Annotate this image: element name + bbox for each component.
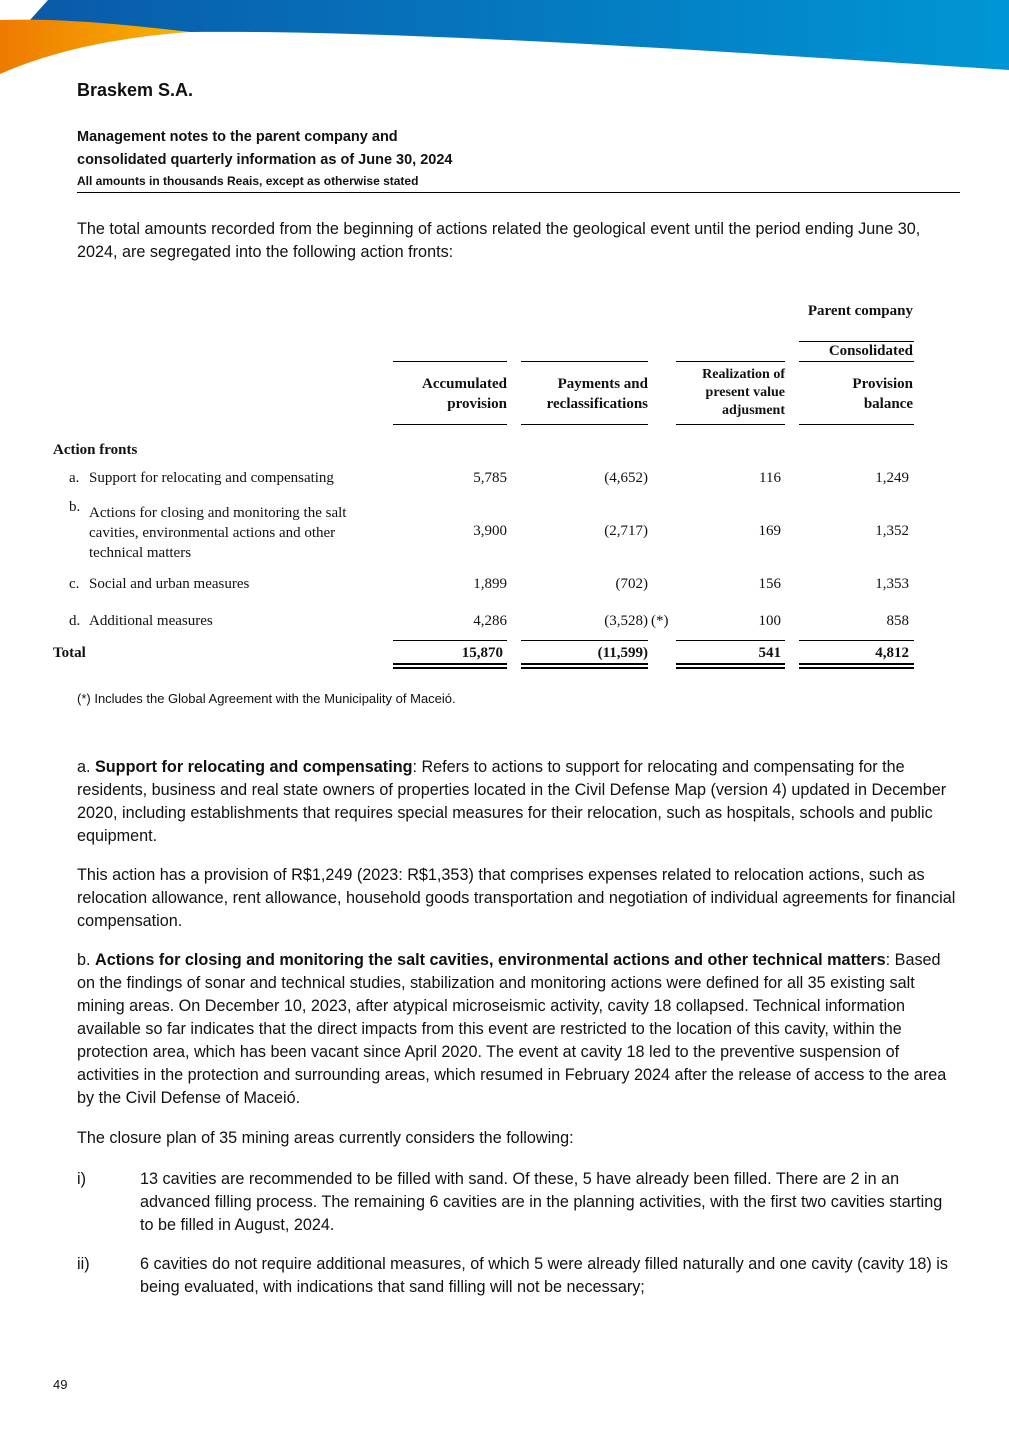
company-name: Braskem S.A.	[77, 80, 194, 100]
cell: (3,528)	[604, 613, 648, 629]
cell: 100	[758, 613, 781, 629]
cell: (702)	[615, 576, 648, 592]
column-header-payments: Payments and reclassifications	[546, 376, 648, 412]
row-label: Social and urban measures	[89, 576, 250, 592]
footnote-marker: (*)	[651, 613, 669, 629]
cell: 156	[758, 576, 781, 592]
cell: 541	[758, 645, 781, 661]
cell: 4,286	[473, 613, 507, 629]
row-letter: d.	[69, 613, 81, 629]
row-label: Additional measures	[89, 613, 213, 629]
cell: 1,353	[875, 576, 909, 592]
column-header-provision-balance: Provision balance	[852, 376, 913, 412]
cell: 1,352	[875, 523, 909, 539]
cell: (11,599)	[597, 645, 648, 661]
cell: 116	[759, 470, 781, 486]
row-label: Actions for closing and monitoring the salt cavities, environmental actions and other technical matters	[89, 505, 347, 561]
cell: (4,652)	[604, 470, 648, 486]
cell: 3,900	[473, 523, 507, 539]
paragraph-a: a. Support for relocating and compensating: Refers to actions to support for relocating and compensating for the residents, business and real state owners of properties located in the Civil Defense Map (version 4) updated in December 2020, including establishments that requires special measures for their relocation, such as hospitals, schools and public equipment.	[77, 758, 947, 845]
paragraph-b: b. Actions for closing and monitoring the salt cavities, environmental actions and other technical matters: Based on the findings of sonar and technical studies, stabilization and monitoring actions were defined for all 35 existing salt mining areas. On December 10, 2023, after atypical microseismic activity, cavity 18 collapsed. Technical information available so far indicates that the direct impacts from this event are restricted to the location of this cavity, within the protection area, which has been vacant since April 2020. The event at cavity 18 led to the preventive suspension of activities in the protection and surrounding areas, which resumed in February 2024 after the release of access to the area by the Civil Defense of Maceió.	[77, 951, 947, 1107]
section-label: Action fronts	[53, 442, 138, 458]
header-title-line1: Management notes to the parent company and	[77, 129, 398, 145]
table-footnote: (*) Includes the Global Agreement with the Municipality of Maceió.	[77, 691, 456, 706]
total-label: Total	[53, 645, 86, 661]
cell: 4,812	[875, 645, 909, 661]
header-title-line2: consolidated quarterly information as of June 30, 2024	[77, 152, 453, 168]
cell: 15,870	[461, 645, 503, 661]
row-letter: c.	[69, 576, 80, 592]
group-header-parent: Parent company	[807, 303, 913, 319]
group-header-consolidated: Consolidated	[828, 343, 913, 359]
header-subtitle: All amounts in thousands Reais, except as otherwise stated	[77, 174, 419, 188]
page-number: 49	[53, 1377, 68, 1392]
column-header-accumulated: Accumulated provision	[422, 376, 507, 412]
cell: (2,717)	[604, 523, 648, 539]
cell: 169	[758, 523, 781, 539]
row-letter: a.	[69, 470, 80, 486]
cell: 5,785	[473, 470, 507, 486]
closure-intro: The closure plan of 35 mining areas currently considers the following:	[77, 1129, 574, 1147]
cell: 858	[886, 613, 909, 629]
cell: 1,899	[473, 576, 507, 592]
item-marker: i)	[77, 1170, 86, 1188]
paragraph-provision: This action has a provision of R$1,249 (2023: R$1,353) that comprises expenses related to relocation actions, such as relocation allowance, rent allowance, household goods transportation and negotiation of individual agreements for financial compensation.	[77, 866, 956, 930]
paragraph-b-title: Actions for closing and monitoring the salt cavities, environmental actions and other technical matters	[95, 951, 886, 969]
item-marker: ii)	[77, 1255, 90, 1273]
cell: 1,249	[875, 470, 909, 486]
intro-paragraph: The total amounts recorded from the beginning of actions related the geological event until the period ending June 30, 2024, are segregated into the following action fronts:	[77, 220, 921, 261]
header-rule	[77, 192, 960, 193]
list-item: 6 cavities do not require additional measures, of which 5 were already filled naturally and one cavity (cavity 18) is being evaluated, with indications that sand filling will not be necessary;	[140, 1255, 948, 1296]
paragraph-a-title: Support for relocating and compensating	[95, 758, 413, 776]
list-item: 13 cavities are recommended to be filled with sand. Of these, 5 have already been filled. There are 2 in an advanced filling process. The remaining 6 cavities are in the planning activities, with the first two cavities starting to be filled in August, 2024.	[140, 1170, 943, 1234]
row-label: Support for relocating and compensating	[89, 470, 334, 486]
row-letter: b.	[69, 499, 81, 515]
header-banner-graphic	[0, 0, 1009, 80]
column-header-realization: Realization of present value adjusment	[702, 367, 785, 418]
